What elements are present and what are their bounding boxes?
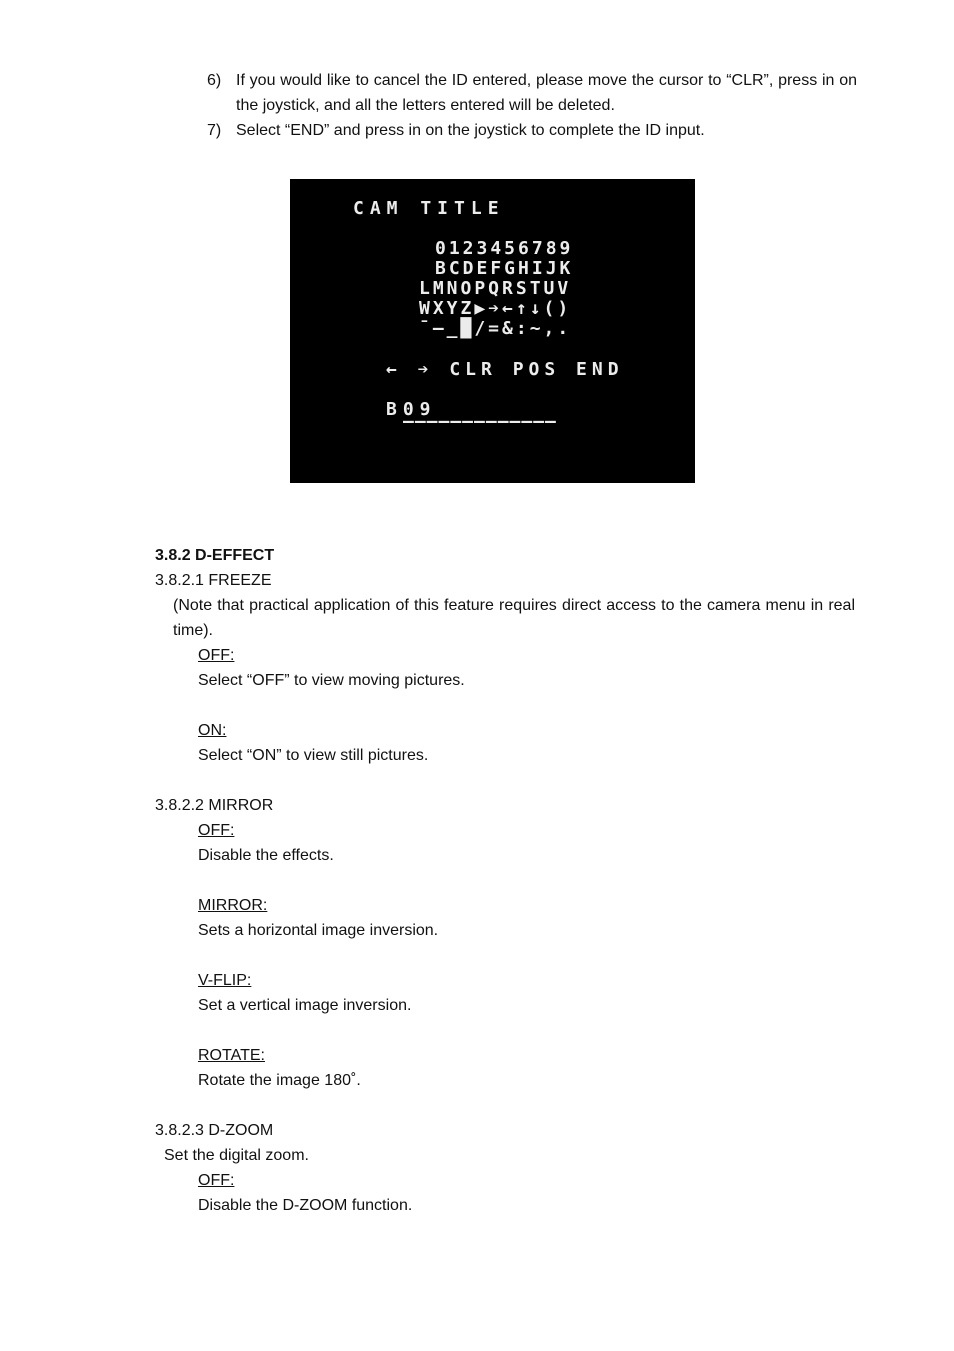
freeze-off-desc: Select “OFF” to view moving pictures. [198,672,465,689]
cam-title-osd-screenshot [290,179,695,483]
spacer [155,693,855,718]
mirror-title: 3.8.2.2 MIRROR [155,797,274,814]
step-number: 6) [207,72,222,89]
osd-char-row: ¯–_█/=&:~,. [419,318,572,339]
freeze-note: (Note that practical application of this feature requires direct access to the camera menu in real time). [173,597,855,639]
osd-title: CAM TITLE [353,198,505,219]
dzoom-intro: Set the digital zoom. [164,1147,309,1164]
step-text: Select “END” and press in on the joystick to complete the ID input. [236,122,705,139]
freeze-on-desc: Select “ON” to view still pictures. [198,747,429,764]
mirror-off-desc: Disable the effects. [198,847,334,864]
osd-char-row: LMNOPQRSTUV [419,278,572,299]
step-item [207,118,857,143]
mirror-vflip-desc: Set a vertical image inversion. [198,997,412,1014]
step-item [207,68,857,118]
osd-controls: ← ➔ CLR POS END [386,359,624,380]
mirror-mirror-label: MIRROR: [198,897,268,914]
osd-id-value: B09 [386,399,437,420]
mirror-rotate-desc: Rotate the image 180˚. [198,1072,361,1089]
mirror-rotate-label: ROTATE: [198,1047,265,1064]
spacer [155,868,855,893]
d-effect-section [155,543,855,1218]
spacer [155,943,855,968]
dzoom-off-label: OFF: [198,1172,235,1189]
mirror-vflip-label: V-FLIP: [198,972,252,989]
osd-char-row: 0123456789 [435,238,574,259]
step-text: If you would like to cancel the ID entered, please move the cursor to “CLR”, press in on the joystick, and all the letters entered will be deleted. [236,72,857,114]
dzoom-off-desc: Disable the D-ZOOM function. [198,1197,413,1214]
spacer [155,768,855,793]
mirror-off-label: OFF: [198,822,235,839]
osd-char-row: WXYZ▶➔←↑↓() [419,298,572,319]
step-list [207,68,857,143]
step-number: 7) [207,122,222,139]
dzoom-title: 3.8.2.3 D-ZOOM [155,1122,274,1139]
freeze-title: 3.8.2.1 FREEZE [155,572,272,589]
osd-id-underline: ––––––––––––– [403,411,557,432]
osd-char-row: BCDEFGHIJK [435,258,574,279]
mirror-mirror-desc: Sets a horizontal image inversion. [198,922,439,939]
section-heading: 3.8.2 D-EFFECT [155,547,275,564]
freeze-off-label: OFF: [198,647,235,664]
spacer [155,1093,855,1118]
spacer [155,1018,855,1043]
freeze-on-label: ON: [198,722,227,739]
